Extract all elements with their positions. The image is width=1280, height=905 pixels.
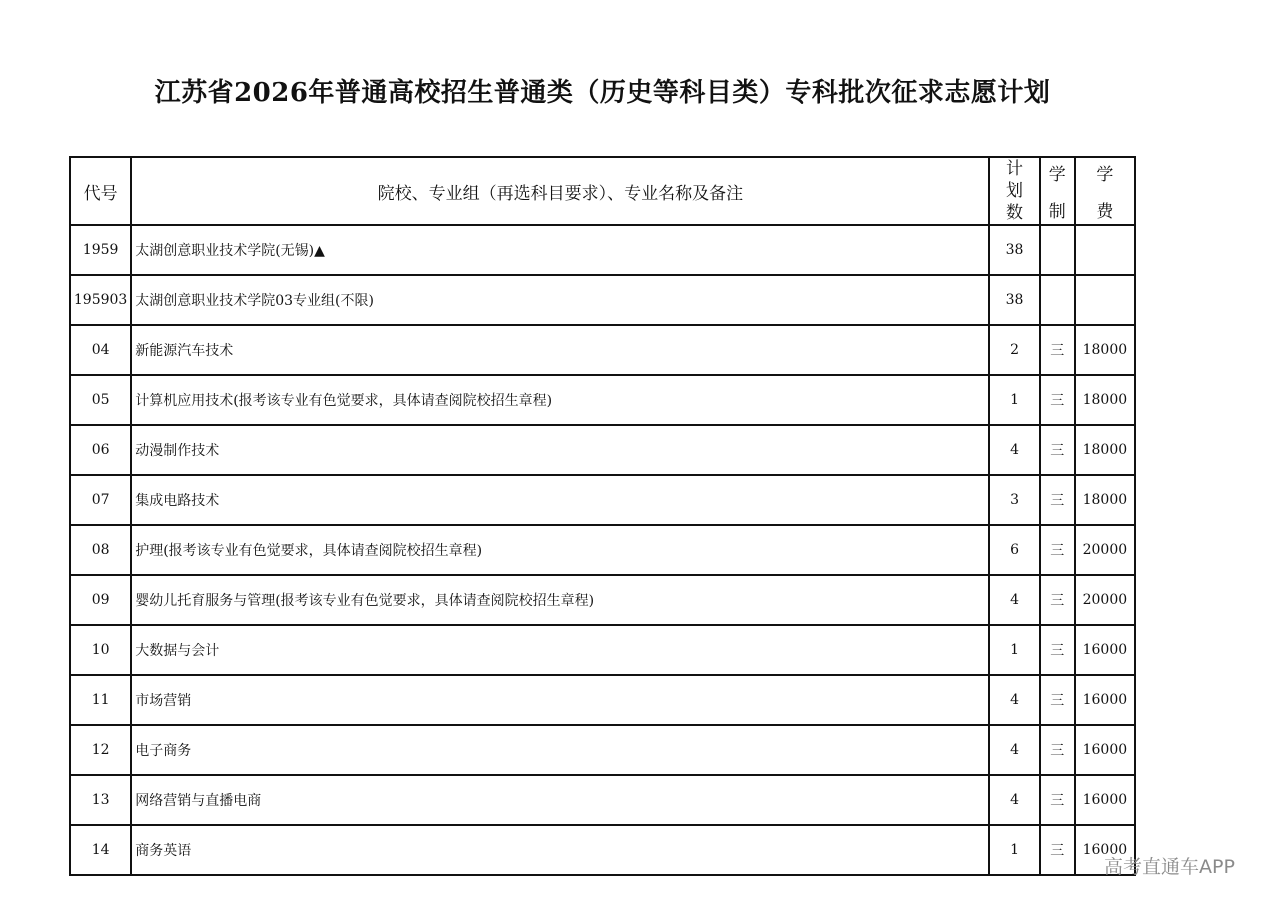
cell-fee: 16000 (1075, 625, 1135, 675)
cell-fee: 16000 (1075, 825, 1135, 875)
table-row (70, 425, 1135, 475)
table-row (70, 675, 1135, 725)
cell-count: 6 (989, 525, 1039, 575)
cell-code: 12 (70, 725, 131, 775)
cell-code: 05 (70, 375, 131, 425)
header-years-bottom: 制 (1048, 202, 1066, 222)
table-row (70, 375, 1135, 425)
cell-name: 市场营销 (131, 675, 989, 725)
cell-count: 2 (989, 325, 1039, 375)
cell-fee (1075, 275, 1135, 325)
cell-fee: 16000 (1075, 725, 1135, 775)
table-row (70, 625, 1135, 675)
cell-name: 计算机应用技术(报考该专业有色觉要求，具体请查阅院校招生章程) (131, 375, 989, 425)
cell-code: 10 (70, 625, 131, 675)
cell-name: 动漫制作技术 (131, 425, 989, 475)
header-fee (1075, 157, 1135, 225)
cell-years: 三 (1040, 675, 1075, 725)
cell-name: 新能源汽车技术 (131, 325, 989, 375)
header-count-label: 计划数 (1006, 159, 1024, 223)
cell-count: 1 (989, 825, 1039, 875)
header-fee-bottom: 费 (1096, 202, 1114, 222)
cell-fee: 18000 (1075, 425, 1135, 475)
page-title: 江苏省2026年普通高校招生普通类（历史等科目类）专科批次征求志愿计划 (154, 78, 1051, 108)
table-row (70, 475, 1135, 525)
cell-fee: 18000 (1075, 325, 1135, 375)
cell-fee (1075, 225, 1135, 275)
cell-count: 4 (989, 675, 1039, 725)
cell-years: 三 (1040, 525, 1075, 575)
cell-years: 三 (1040, 375, 1075, 425)
cell-name: 太湖创意职业技术学院(无锡)▲ (131, 225, 989, 275)
cell-name: 商务英语 (131, 825, 989, 875)
table-row (70, 325, 1135, 375)
cell-years: 三 (1040, 325, 1075, 375)
cell-code: 14 (70, 825, 131, 875)
cell-fee: 20000 (1075, 525, 1135, 575)
table-row (70, 225, 1135, 275)
header-name: 院校、专业组（再选科目要求）、专业名称及备注 (131, 157, 989, 225)
cell-code: 06 (70, 425, 131, 475)
header-years-top: 学 (1048, 165, 1066, 185)
cell-name: 电子商务 (131, 725, 989, 775)
cell-code: 08 (70, 525, 131, 575)
cell-count: 4 (989, 425, 1039, 475)
cell-fee: 20000 (1075, 575, 1135, 625)
cell-count: 3 (989, 475, 1039, 525)
cell-name: 护理(报考该专业有色觉要求，具体请查阅院校招生章程) (131, 525, 989, 575)
enrollment-plan-table (69, 156, 1136, 876)
table-row (70, 525, 1135, 575)
cell-code: 09 (70, 575, 131, 625)
cell-count: 1 (989, 625, 1039, 675)
cell-years: 三 (1040, 575, 1075, 625)
cell-years: 三 (1040, 425, 1075, 475)
header-years (1040, 157, 1075, 225)
cell-code: 195903 (70, 275, 131, 325)
table-row (70, 575, 1135, 625)
cell-count: 4 (989, 775, 1039, 825)
cell-code: 1959 (70, 225, 131, 275)
cell-name: 大数据与会计 (131, 625, 989, 675)
cell-years (1040, 225, 1075, 275)
cell-years (1040, 275, 1075, 325)
cell-name: 集成电路技术 (131, 475, 989, 525)
table-header-row (70, 157, 1135, 225)
cell-years: 三 (1040, 475, 1075, 525)
cell-count: 38 (989, 275, 1039, 325)
cell-years: 三 (1040, 625, 1075, 675)
cell-years: 三 (1040, 725, 1075, 775)
table-row (70, 825, 1135, 875)
cell-count: 1 (989, 375, 1039, 425)
table-row (70, 725, 1135, 775)
cell-code: 04 (70, 325, 131, 375)
table-row (70, 275, 1135, 325)
cell-count: 4 (989, 575, 1039, 625)
watermark-text: 高考直通车APP (1104, 856, 1235, 878)
cell-fee: 18000 (1075, 375, 1135, 425)
header-fee-top: 学 (1096, 165, 1114, 185)
cell-years: 三 (1040, 775, 1075, 825)
cell-name: 太湖创意职业技术学院03专业组(不限) (131, 275, 989, 325)
cell-count: 4 (989, 725, 1039, 775)
cell-name: 婴幼儿托育服务与管理(报考该专业有色觉要求，具体请查阅院校招生章程) (131, 575, 989, 625)
header-code: 代号 (70, 157, 131, 225)
header-count (989, 157, 1039, 225)
cell-code: 13 (70, 775, 131, 825)
cell-name: 网络营销与直播电商 (131, 775, 989, 825)
cell-fee: 18000 (1075, 475, 1135, 525)
table-row (70, 775, 1135, 825)
cell-fee: 16000 (1075, 775, 1135, 825)
cell-code: 11 (70, 675, 131, 725)
cell-years: 三 (1040, 825, 1075, 875)
cell-code: 07 (70, 475, 131, 525)
cell-count: 38 (989, 225, 1039, 275)
cell-fee: 16000 (1075, 675, 1135, 725)
